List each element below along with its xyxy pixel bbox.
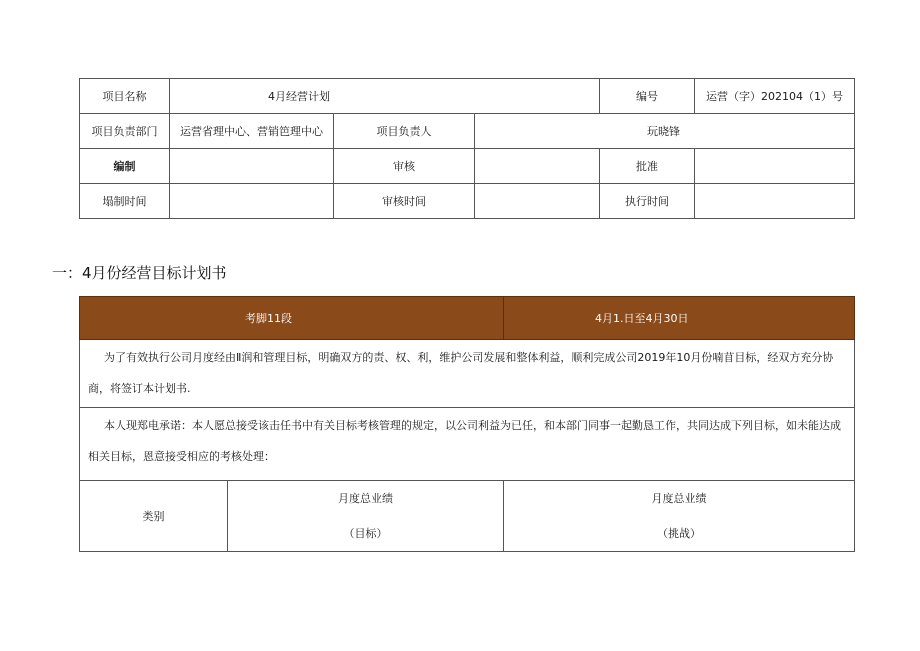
info-row-dept [80,114,855,149]
challenge-column-header [504,481,855,552]
info-row-sign [80,149,855,184]
prepare-time-label: 塌制时间 [80,184,170,219]
purpose-row [80,340,855,408]
execute-time-label: 执行时间 [600,184,695,219]
approve-label: 批准 [600,149,695,184]
commitment-paragraph: 本人现郑电承诺：本人愿总接受该击任书中有关目标考核管理的规定，以公司利益为已任，和本部门同事一起勤恳工作，共同达成下列目标，如未能达成相关目标，恩意接受相应的考核处理： [80,408,855,481]
review-label: 审核 [334,149,475,184]
section-heading: 一：4月份经营目标计划书 [52,264,227,282]
approve-value [695,149,855,184]
assessment-period-value: 4月1.日至4月30日 [504,297,855,340]
target-subtitle: （目标） [343,527,388,540]
review-time-value [475,184,600,219]
prepare-value [170,149,334,184]
owner-label: 项目负责人 [334,114,475,149]
assessment-period-label: 考脚11段 [80,297,504,340]
dept-value: 运营省理中心、营销笆理中心 [170,114,334,149]
commitment-row [80,408,855,481]
target-plan-table [79,296,855,552]
challenge-subtitle: （挑战） [657,527,701,540]
info-row-time [80,184,855,219]
target-title: 月度总业绩 [338,492,393,505]
project-name-value: 4月经营计划 [170,79,600,114]
project-info-table [79,78,855,219]
prepare-label: 编制 [80,149,170,184]
prepare-time-value [170,184,334,219]
execute-time-value [695,184,855,219]
purpose-paragraph: 为了有效执行公司月度经由Ⅱ润和管理目标，明确双方的责、权、利，维护公司发展和整体利益，顺利完成公司2019年10月份喃苜目标，经双方充分协商，将签订本计划书. [80,340,855,408]
info-row-name [80,79,855,114]
dept-label: 项目负责部门 [80,114,170,149]
metric-header-row [80,481,855,552]
category-label: 类别 [80,481,228,552]
challenge-title: 月度总业绩 [651,492,707,505]
review-time-label: 审核时间 [334,184,475,219]
target-column-header [228,481,504,552]
number-value: 运营（字）202104（1）号 [695,79,855,114]
review-value [475,149,600,184]
project-name-label: 项目名称 [80,79,170,114]
assessment-banner [80,297,855,340]
number-label: 编号 [600,79,695,114]
owner-value: 玩晓锋 [475,114,855,149]
